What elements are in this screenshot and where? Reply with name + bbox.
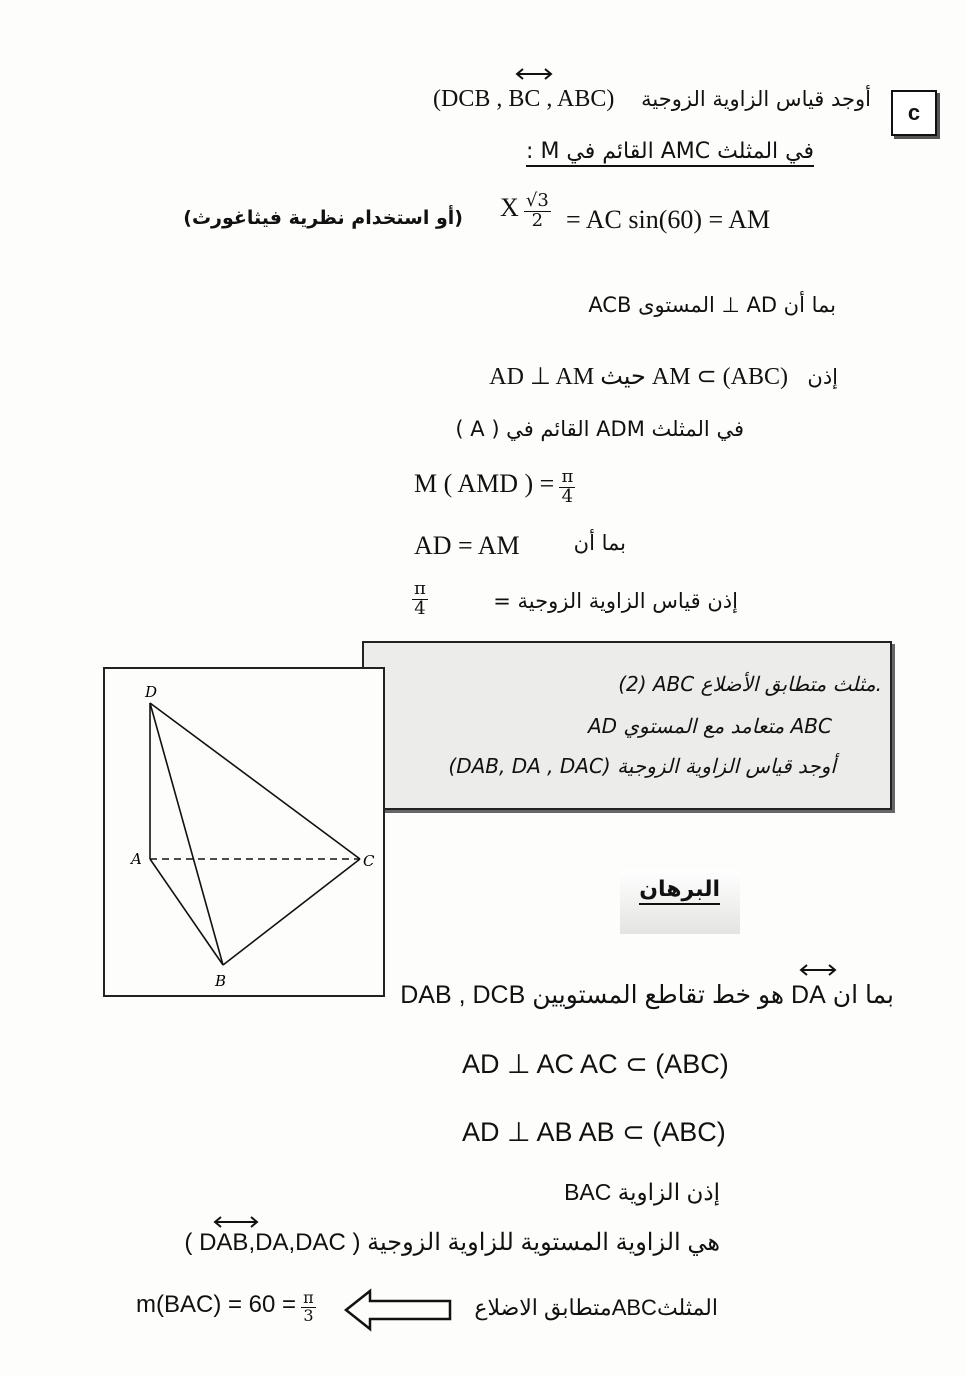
pythagoras-note: (أو استخدام نظرية فيثاغورث) bbox=[183, 207, 463, 229]
part-c-line1: في المثلث AMC القائم في M : bbox=[526, 140, 814, 164]
sqrt3-over-2: $\frac{√3}{2}$ bbox=[525, 190, 549, 231]
part-c-then-math: AD ⊥ AM حيث AM ⊂ (ABC) bbox=[489, 364, 788, 390]
implies-arrow-icon bbox=[344, 1288, 454, 1332]
formula-x: X bbox=[500, 192, 519, 222]
part-c-ad-eq-am: AD = AM bbox=[414, 531, 520, 560]
part-c-result-frac: $\frac{\pi}{4}$ bbox=[414, 578, 426, 619]
proof-heading: البرهان bbox=[639, 878, 720, 902]
problem-2-line3: أوجد قياس الزاوية الزوجية (DAB, DA , DAC) bbox=[448, 754, 836, 778]
edge-db bbox=[150, 703, 223, 965]
part-c-since: بما أن bbox=[573, 531, 626, 555]
label-a: A bbox=[131, 850, 142, 868]
edge-dc bbox=[150, 703, 360, 859]
double-arrow-bc-icon bbox=[514, 68, 554, 80]
problem-2-box bbox=[362, 641, 892, 810]
edge-ab bbox=[150, 859, 223, 965]
problem-2-line2: AD متعامد مع المستوي ABC bbox=[587, 714, 832, 738]
part-c-task-args: (DCB , BC , ABC) bbox=[433, 86, 615, 112]
line-arrow-bc bbox=[433, 66, 493, 84]
proof-line1: بما ان DA هو خط تقاطع المستويين DAB , DCB bbox=[400, 981, 894, 1009]
double-arrow-icon bbox=[433, 69, 493, 83]
tetrahedron-diagram bbox=[105, 669, 383, 995]
part-c-formula-main: = AC sin(60) = AM bbox=[566, 205, 771, 234]
double-arrow-da-icon bbox=[798, 964, 838, 976]
part-c-formula bbox=[500, 192, 551, 231]
part-c-result: إذن قياس الزاوية الزوجية = bbox=[493, 589, 738, 613]
part-c-task: أوجد قياس الزاوية الزوجية bbox=[641, 87, 871, 111]
proof-line4: إذن الزاوية BAC bbox=[564, 1179, 720, 1205]
label-d: D bbox=[145, 683, 158, 701]
proof-line6-text: المثلثABCمتطابق الاضلاع bbox=[474, 1295, 718, 1320]
proof-line6-math: m(BAC) = 60 = $\frac{\pi}{3}$ bbox=[136, 1288, 314, 1325]
double-arrow-da2-icon bbox=[212, 1216, 260, 1228]
part-c-perp-line: بما أن AD ⊥ المستوى ACB bbox=[588, 293, 836, 317]
part-c-in-triangle: في المثلث ADM القائم في ( A ) bbox=[455, 417, 744, 441]
part-c-then-line: إذن bbox=[807, 365, 838, 389]
tetrahedron-figure bbox=[103, 667, 385, 997]
section-label: c bbox=[891, 90, 937, 136]
proof-line2: AD ⊥ AC AC ⊂ (ABC) bbox=[462, 1049, 729, 1079]
problem-2-line1: (2) ABC مثلث متطابق الأضلاع. bbox=[618, 672, 882, 696]
label-c: C bbox=[363, 852, 375, 870]
edge-bc bbox=[223, 859, 360, 965]
part-c-m-amd: M ( AMD ) = $\frac{\pi}{4}$ bbox=[414, 466, 574, 507]
proof-line5: هي الزاوية المستوية للزاوية الزوجية ( DAB,DA,DAC ) bbox=[184, 1229, 720, 1256]
label-b: B bbox=[215, 972, 227, 990]
proof-line3: AD ⊥ AB AB ⊂ (ABC) bbox=[462, 1117, 726, 1147]
